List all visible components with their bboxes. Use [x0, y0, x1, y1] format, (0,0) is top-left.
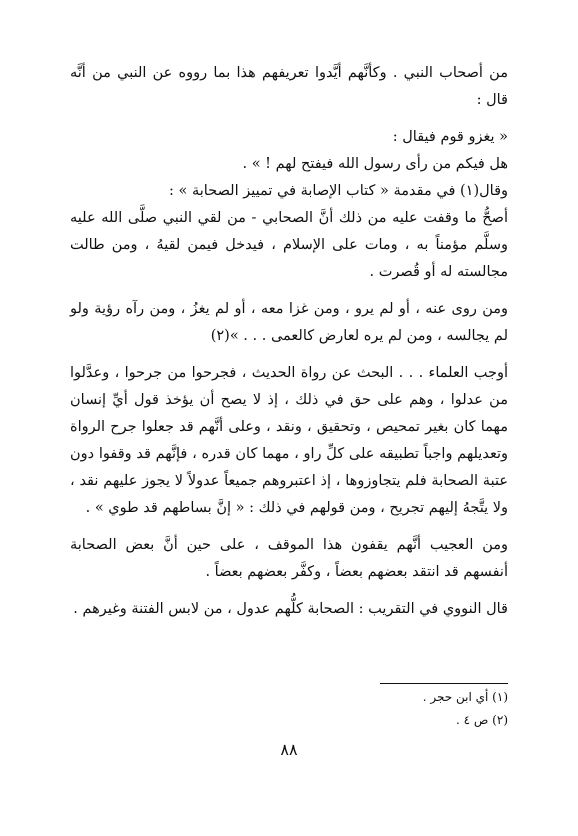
hadith-quote-end: هل فيكم من رأى رسول الله فيفتح لهم ! » . [242, 156, 508, 172]
paragraph-strange-stance: ومن العجيب أنَّهم يقفون هذا الموقف ، على حين أنَّ بعض الصحابة أنفسهم قد انتقد بعضهم بعضاً ، وكفَّر بعضهم بعضاً . [70, 537, 508, 580]
page-number: ٨٨ [280, 740, 298, 759]
paragraph-sahabi-continued: ومن روى عنه ، أو لم يرو ، ومن غزا معه ، أو لم يغزُ ، ومن رآه رؤية ولو لم يجالسه ، ومن لم يره لعارض كالعمى . . . »(٢) [70, 301, 508, 344]
hadith-quote-start: « يغزو قوم فيقال : [392, 129, 508, 145]
footnote-1: (١) أي ابن حجر . [422, 690, 508, 704]
paragraph-ibn-hajar-intro: وقال(١) في مقدمة « كتاب الإصابة في تمييز الصحابة » : [169, 183, 508, 199]
paragraph-sahabi-definition: أصحُّ ما وقفت عليه من ذلك أنَّ الصحابي - من لقي النبي صلَّى الله عليه وسلَّم مؤمناً به ، ومات على الإسلام ، فيدخل فيمن لقيهُ ، ومن طالت مجالسته له أو قُصرت . [70, 210, 508, 280]
footnote-2: (٢) ص ٤ . [455, 713, 508, 727]
paragraph-nawawi: قال النووي في التقريب : الصحابة كلُّهم عدول ، من لابس الفتنة وغيرهم . [73, 601, 508, 617]
main-text [70, 60, 508, 623]
footnotes [70, 686, 508, 732]
paragraph-1: من أصحاب النبي . وكأنَّهم أيَّدوا تعريفهم هذا بما رووه عن النبي من أنَّه قال : [70, 65, 508, 108]
paragraph-jarh-tadil: أوجب العلماء . . . البحث عن رواة الحديث ، فجرحوا من جرحوا ، وعدَّلوا من عدلوا ، وهم على حق في ذلك ، إذ لا يصح أن يؤخذ قول أيِّ إنسان مهما كان بغير تمحيص ، وتحقيق ، ونقد ، وعلى أنَّهم قد جعلوا جرح الرواة وتعديلهم واجباً تطبيقه على كلِّ راو ، مهما كان قدره ، فإنَّهم قد وقفوا دون عتبة الصحابة فلم يتجاوزوها ، إذ اعتبروهم جميعاً عدولاً لا يجوز عليهم نقد ، ولا يتَّجهُ إليهم تجريح ، ومن قولهم في ذلك : « إنَّ بساطهم قد طوي » . [70, 365, 508, 516]
footnote-separator [380, 683, 508, 684]
